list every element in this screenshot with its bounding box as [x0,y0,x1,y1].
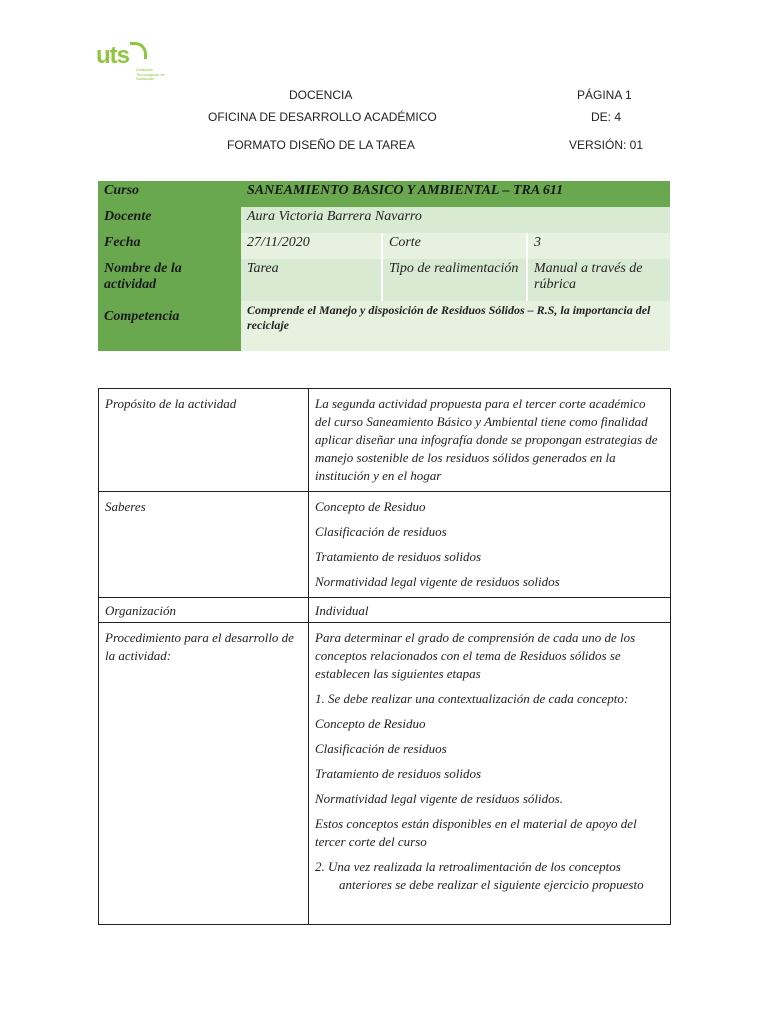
teacher-value: Aura Victoria Barrera Navarro [241,207,670,233]
proc-step-2: 2. Una vez realizada la retroalimentación de los conceptos anteriores se debe realizar el siguiente ejercicio propuesto [315,859,644,892]
logo-mark: uts [96,42,129,69]
feedback-value: Manual a través de rúbrica [527,259,670,301]
teacher-label: Docente [98,207,241,233]
list-item: Tratamiento de residuos solidos [315,766,482,781]
list-item: Normatividad legal vigente de residuos sólidos. [315,791,563,806]
proc-content [309,623,671,925]
header-page: PÁGINA 1 [577,88,632,102]
header-version: VERSIÓN: 01 [569,138,644,152]
competence-label: Competencia [98,301,241,351]
list-item: Clasificación de residuos [315,741,447,756]
header-of: DE: 4 [591,110,622,124]
uts-logo [96,42,166,86]
list-item: Normatividad legal vigente de residuos solidos [315,574,560,589]
knowledge-list [309,492,671,598]
org-label: Organización [99,598,309,623]
cut-label: Corte [382,233,527,259]
list-item: Concepto de Residuo [315,716,426,731]
org-value: Individual [309,598,671,623]
list-item: Concepto de Residuo [315,499,426,514]
proc-step-1: 1. Se debe realizar una contextualización de cada concepto: [315,691,629,706]
activity-value: Tarea [241,259,382,301]
logo-subtitle: Unidades Tecnológicas de Santander [136,67,165,81]
course-label: Curso [98,181,241,207]
header-office: OFICINA DE DESARROLLO ACADÉMICO [208,110,437,124]
purpose-label: Propósito de la actividad [99,389,309,492]
proc-intro: Para determinar el grado de comprensión de cada uno de los conceptos relacionados con el tema de Residuos sólidos se establecen las siguientes etapas [315,630,636,681]
list-item: Tratamiento de residuos solidos [315,549,482,564]
list-item: Clasificación de residuos [315,524,447,539]
header-format: FORMATO DISEÑO DE LA TAREA [227,138,415,152]
course-value: SANEAMIENTO BASICO Y AMBIENTAL – TRA 611 [241,181,670,207]
proc-label: Procedimiento para el desarrollo de la actividad: [99,623,309,925]
logo-arc-icon [130,42,147,59]
date-label: Fecha [98,233,241,259]
feedback-label: Tipo de realimentación [382,259,527,301]
cut-value: 3 [527,233,670,259]
competence-value: Comprende el Manejo y disposición de Residuos Sólidos – R.S, la importancia del reciclaje [241,301,670,351]
knowledge-label: Saberes [99,492,309,598]
purpose-value: La segunda actividad propuesta para el tercer corte académico del curso Saneamiento Básico y Ambiental tiene como finalidad aplicar diseñar una infografía donde se propongan estrategias de manejo sostenible de los residuos sólidos generados en la institución y en el hogar [309,389,671,492]
date-value: 27/11/2020 [241,233,382,259]
header-dept: DOCENCIA [289,88,353,102]
proc-note: Estos conceptos están disponibles en el material de apoyo del tercer corte del curso [315,816,637,849]
course-info-table [98,181,670,351]
activity-label: Nombre de la actividad [98,259,241,301]
activity-detail-table [98,388,671,925]
